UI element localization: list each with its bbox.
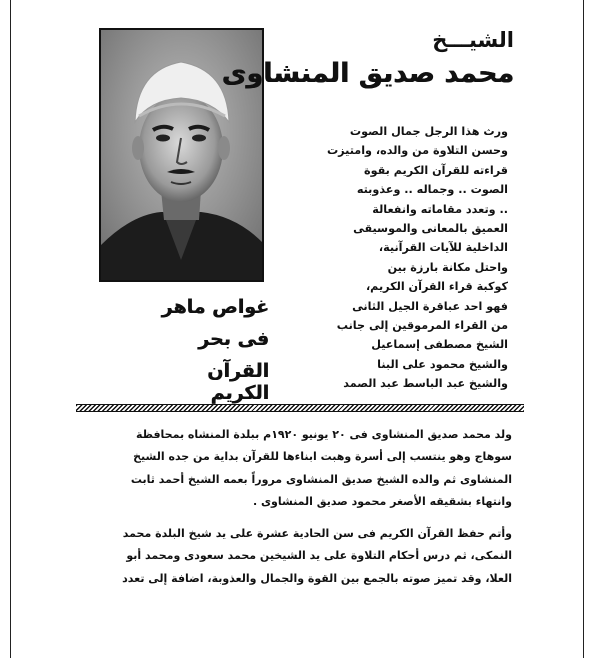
bio-line: من القراء المرموقين إلى جانب [336,319,508,333]
bio-line: الداخلية للآيات القرآنية، [378,241,508,255]
body-line: وأتم حفظ القرآن الكريم فى سن الحادية عشرة على يد شيخ البلدة محمد [122,527,512,541]
title-name: محمد صديق المنشاوى [221,58,514,89]
body-line: وانتهاء بشقيقه الأصغر محمود صديق المنشاوى . [252,494,512,508]
page-border-right [583,0,584,658]
page-border-left [10,0,11,658]
body-line: العلا، وقد تميز صوته بالجمع بين القوة والجمال والعذوبة، اضافة إلى تعدد [122,571,512,585]
body-line: ولد محمد صديق المنشاوى فى ٢٠ يونيو ١٩٢٠م ببلدة المنشاه بمحافظة [135,428,512,441]
bio-line: والشيخ محمود على البنا [377,357,508,371]
body-line: سوهاج وهو ينتسب إلى أسرة وهبت ابناءها للقرآن بداية من جده الشيخ [133,450,512,464]
bio-line: الشيخ مصطفى إسماعيل [371,338,508,352]
slogan-line-1: غواص ماهر [161,296,269,318]
bio-line: فهو احد عباقرة الجيل الثانى [352,299,508,313]
bio-line: واحتل مكانة بارزة بين [387,260,508,274]
bio-line: العميق بالمعانى والموسيقى [353,222,508,236]
bio-line: والشيخ عبد الباسط عبد الصمد [343,377,508,391]
hatched-divider [76,404,524,412]
bio-line: .. وتعدد مقاماته وانفعالة [372,202,508,216]
slogan-line-3: القرآن الكريم [207,360,269,404]
bio-line: قراءته للقرآن الكريم بقوة [363,163,508,177]
article-body [92,424,512,590]
bio-column [282,122,508,394]
bio-line: ورث هذا الرجل جمال الصوت [349,125,508,138]
slogan-line-2: فى بحر [198,328,269,350]
title-prefix: الشيـــخ [432,28,514,52]
bio-line: الصوت .. وجماله .. وعذوبته [356,183,508,197]
bio-line: كوكبة قراء القرآن الكريم، [365,280,508,294]
body-line: المنشاوى ثم والده الشيخ صديق المنشاوى مروراً بعمه الشيخ أحمد ثابت [130,472,512,486]
bio-line: وحسن التلاوة من والده، وامتيزت [326,144,508,158]
body-line: النمكى، ثم درس أحكام التلاوة على يد الشيخين محمد سعودى ومحمد أبو [126,549,512,563]
